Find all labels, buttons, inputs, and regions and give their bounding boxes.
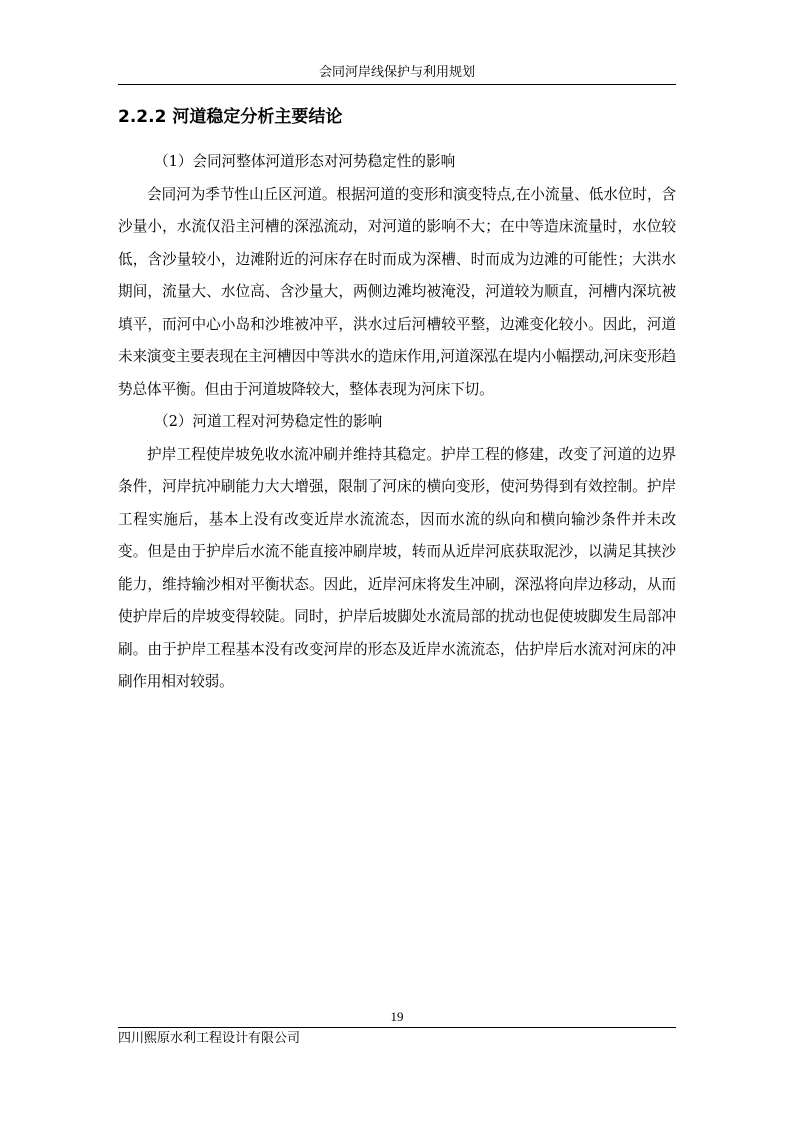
footer-rule bbox=[118, 1027, 676, 1028]
section-heading: 2.2.2 河道稳定分析主要结论 bbox=[118, 107, 343, 127]
running-header: 会同河岸线保护与利用规划 bbox=[318, 65, 475, 80]
company-footer: 四川熙原水利工程设计有限公司 bbox=[118, 1031, 301, 1046]
header-rule bbox=[118, 84, 676, 85]
subsection-paragraph-1: 会同河为季节性山丘区河道。根据河道的变形和演变特点,在小流量、低水位时，含沙量小，水流仅沿主河槽的深泓流动，对河道的影响不大；在中等造床流量时，水位较低，含沙量较小，边滩附近的河床存在时而成为深槽、时而成为边滩的可能性；大洪水期间，流量大、水位高、含沙量大，两侧边滩均被淹没，河道较为顺直，河槽内深坑被填平，而河中心小岛和沙堆被冲平，洪水过后河槽较平整，边滩变化较小。因此，河道未来演变主要表现在主河槽因中等洪水的造床作用,河道深泓在堤内小幅摆动,河床变形趋势总体平衡。但由于河道坡降较大，整体表现为河床下切。 bbox=[118, 185, 676, 398]
page-number: 19 bbox=[390, 1009, 404, 1024]
subsection-heading-1: （1）会同河整体河道形态对河势稳定性的影响 bbox=[154, 153, 456, 170]
subsection-heading-2: （2）河道工程对河势稳定性的影响 bbox=[154, 413, 383, 430]
subsection-paragraph-2: 护岸工程使岸坡免收水流冲刷并维持其稳定。护岸工程的修建，改变了河道的边界条件，河岸抗冲刷能力大大增强，限制了河床的横向变形，使河势得到有效控制。护岸工程实施后，基本上没有改变近岸水流流态，因而水流的纵向和横向输沙条件并未改变。但是由于护岸后水流不能直接冲刷岸坡，转而从近岸河底获取泥沙，以满足其挟沙能力，维持输沙相对平衡状态。因此，近岸河床将发生冲刷，深泓将向岸边移动，从而使护岸后的岸坡变得较陡。同时，护岸后坡脚处水流局部的扰动也促使坡脚发生局部冲刷。由于护岸工程基本没有改变河岸的形态及近岸水流流态，估护岸后水流对河床的冲刷作用相对较弱。 bbox=[118, 445, 676, 690]
body-text bbox=[118, 146, 676, 699]
